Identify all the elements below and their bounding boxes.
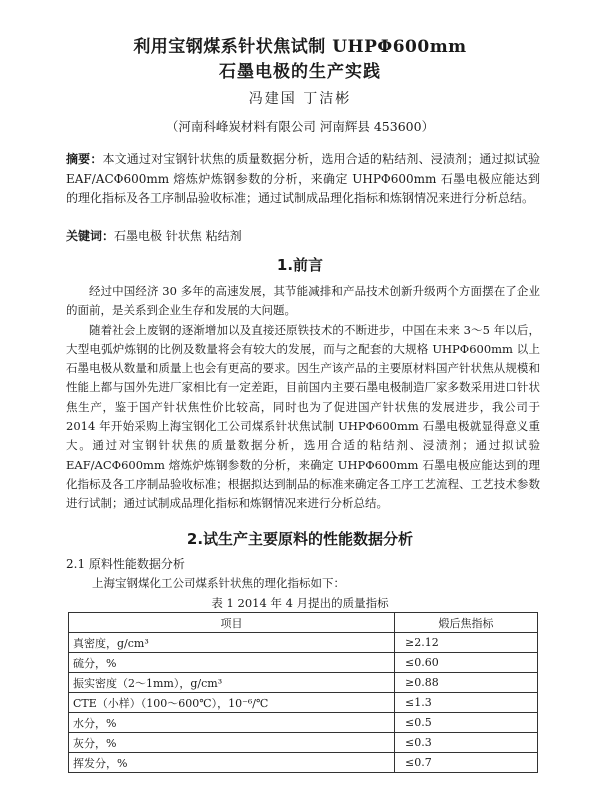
table-header-row <box>69 613 538 633</box>
abstract-label: 摘要： <box>66 152 103 166</box>
table-cell-item: 真密度，g/cm³ <box>69 633 395 653</box>
table-row <box>69 713 538 733</box>
affiliation: （河南科峰炭材料有限公司 河南辉县 453600） <box>165 119 435 134</box>
table-row <box>69 633 538 653</box>
table-cell-value: ≤0.7 <box>395 753 538 773</box>
table-intro: 上海宝钢煤化工公司煤系针状焦的理化指标如下： <box>92 576 345 590</box>
table-cell-item: 振实密度（2～1mm），g/cm³ <box>69 673 395 693</box>
table-row <box>69 653 538 673</box>
table-cell-value: ≤0.60 <box>395 653 538 673</box>
section-1-title: 1.前言 <box>276 256 324 274</box>
table-cell-item: 挥发分，% <box>69 753 395 773</box>
table-header-cell: 项目 <box>69 613 395 633</box>
subsection-title: 2.1 原料性能数据分析 <box>66 557 185 571</box>
keywords <box>66 227 540 244</box>
table-cell-value: ≤0.3 <box>395 733 538 753</box>
table-cell-value: ≥2.12 <box>395 633 538 653</box>
paper-title-line1: 利用宝钢煤系针状焦试制 UHPΦ600mm <box>133 37 467 57</box>
quality-table <box>68 612 538 773</box>
table-cell-item: 水分，% <box>69 713 395 733</box>
table-row <box>69 753 538 773</box>
table-row <box>69 733 538 753</box>
table-caption: 表 1 2014 年 4 月提出的质量指标 <box>211 596 389 610</box>
table-cell-value: ≤0.5 <box>395 713 538 733</box>
keywords-text: 石墨电极 针状焦 粘结剂 <box>114 229 242 243</box>
authors: 冯建国 丁洁彬 <box>248 91 352 107</box>
section-1-body <box>66 282 540 514</box>
abstract-text: 本文通过对宝钢针状焦的质量数据分析，选用合适的粘结剂、浸渍剂；通过拟试验 EAF/ACΦ600mm 熔炼炉炼钢参数的分析，来确定 UHPΦ600mm 石墨电极应能达到的理化指标及各工序制品验收标准；通过试制成品理化指标和炼钢情况来进行分析总结。 <box>66 152 540 205</box>
section-2-title: 2.试生产主要原料的性能数据分析 <box>186 530 414 548</box>
table-row <box>69 673 538 693</box>
table-cell-value: ≤1.3 <box>395 693 538 713</box>
table-cell-value: ≥0.88 <box>395 673 538 693</box>
table-cell-item: 硫分，% <box>69 653 395 673</box>
paragraph: 随着社会上废钢的逐渐增加以及直接还原铁技术的不断进步，中国在未来 3～5 年以后，大型电弧炉炼钢的比例及数量将会有较大的发展，而与之配套的大规格 UHPΦ600mm 以上石墨电极从数量和质量上也会有更高的要求。因生产该产品的主要原材料国产针状焦从规模和性能上都与国外先进厂家相比有一定差距，目前国内主要石墨电极制造厂家多数采用进口针状焦生产，鉴于国产针状焦性价比较高，同时也为了促进国产针状焦的发展进步，我公司于 2014 年开始采购上海宝钢化工公司煤系针状焦试制 UHPΦ600mm 石墨电极就显得意义重大。通过对宝钢针状焦的质量数据分析，选用合适的粘结剂、浸渍剂；通过拟试验 EAF/ACΦ600mm 熔炼炉炼钢参数的分析，来确定 UHPΦ600mm 石墨电极应能达到的理化指标及各工序制品验收标准；根据拟达到制品的标准来确定各工序工艺流程、工艺技术参数进行试制；通过试制成品理化指标和炼钢情况来进行分析总结。 <box>66 322 540 511</box>
table-header-cell: 煅后焦指标 <box>395 613 538 633</box>
paragraph: 经过中国经济 30 多年的高速发展，其节能减排和产品技术创新升级两个方面摆在了企业的面前，是关系到企业生存和发展的大问题。 <box>66 284 540 318</box>
table-cell-item: 灰分，% <box>69 733 395 753</box>
keywords-label: 关键词： <box>66 229 115 243</box>
table-cell-item: CTE（小样）（100～600℃），10⁻⁶/℃ <box>69 693 395 713</box>
table-row <box>69 693 538 713</box>
paper-title-line2: 石墨电极的生产实践 <box>219 62 381 82</box>
abstract <box>66 150 540 209</box>
